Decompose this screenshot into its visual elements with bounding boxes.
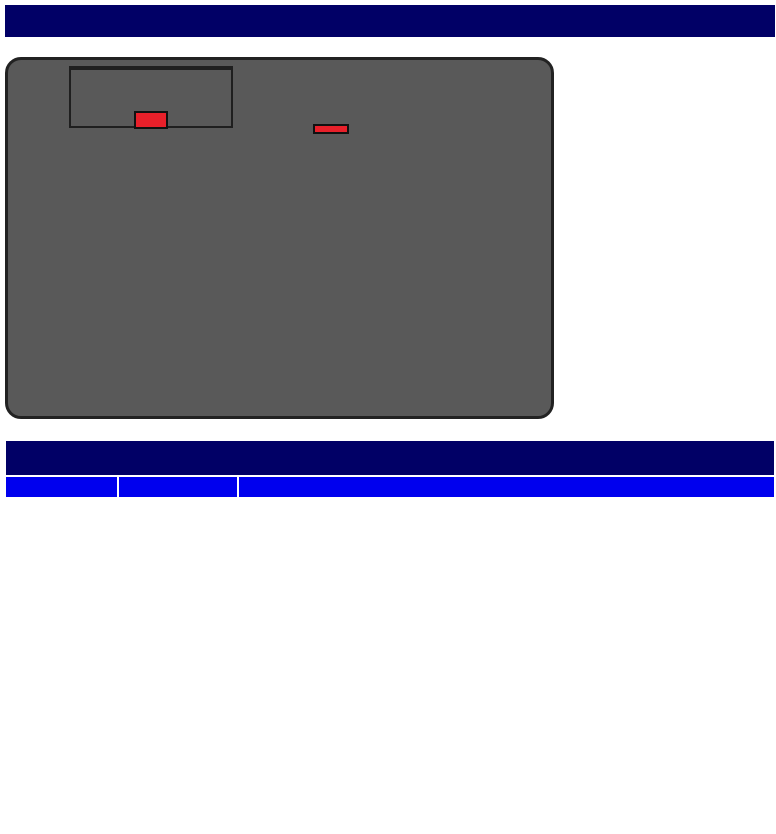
column-header-amperage bbox=[118, 476, 238, 498]
page-title bbox=[5, 5, 775, 37]
table-title bbox=[5, 440, 775, 476]
fuse-table bbox=[5, 440, 775, 498]
connector-terminal bbox=[134, 111, 168, 129]
connector-terminal bbox=[313, 124, 349, 134]
fuse-box-diagram bbox=[5, 57, 554, 419]
column-header-circuit bbox=[238, 476, 775, 498]
column-header-fuse bbox=[5, 476, 118, 498]
fuse-table-container bbox=[5, 440, 775, 498]
